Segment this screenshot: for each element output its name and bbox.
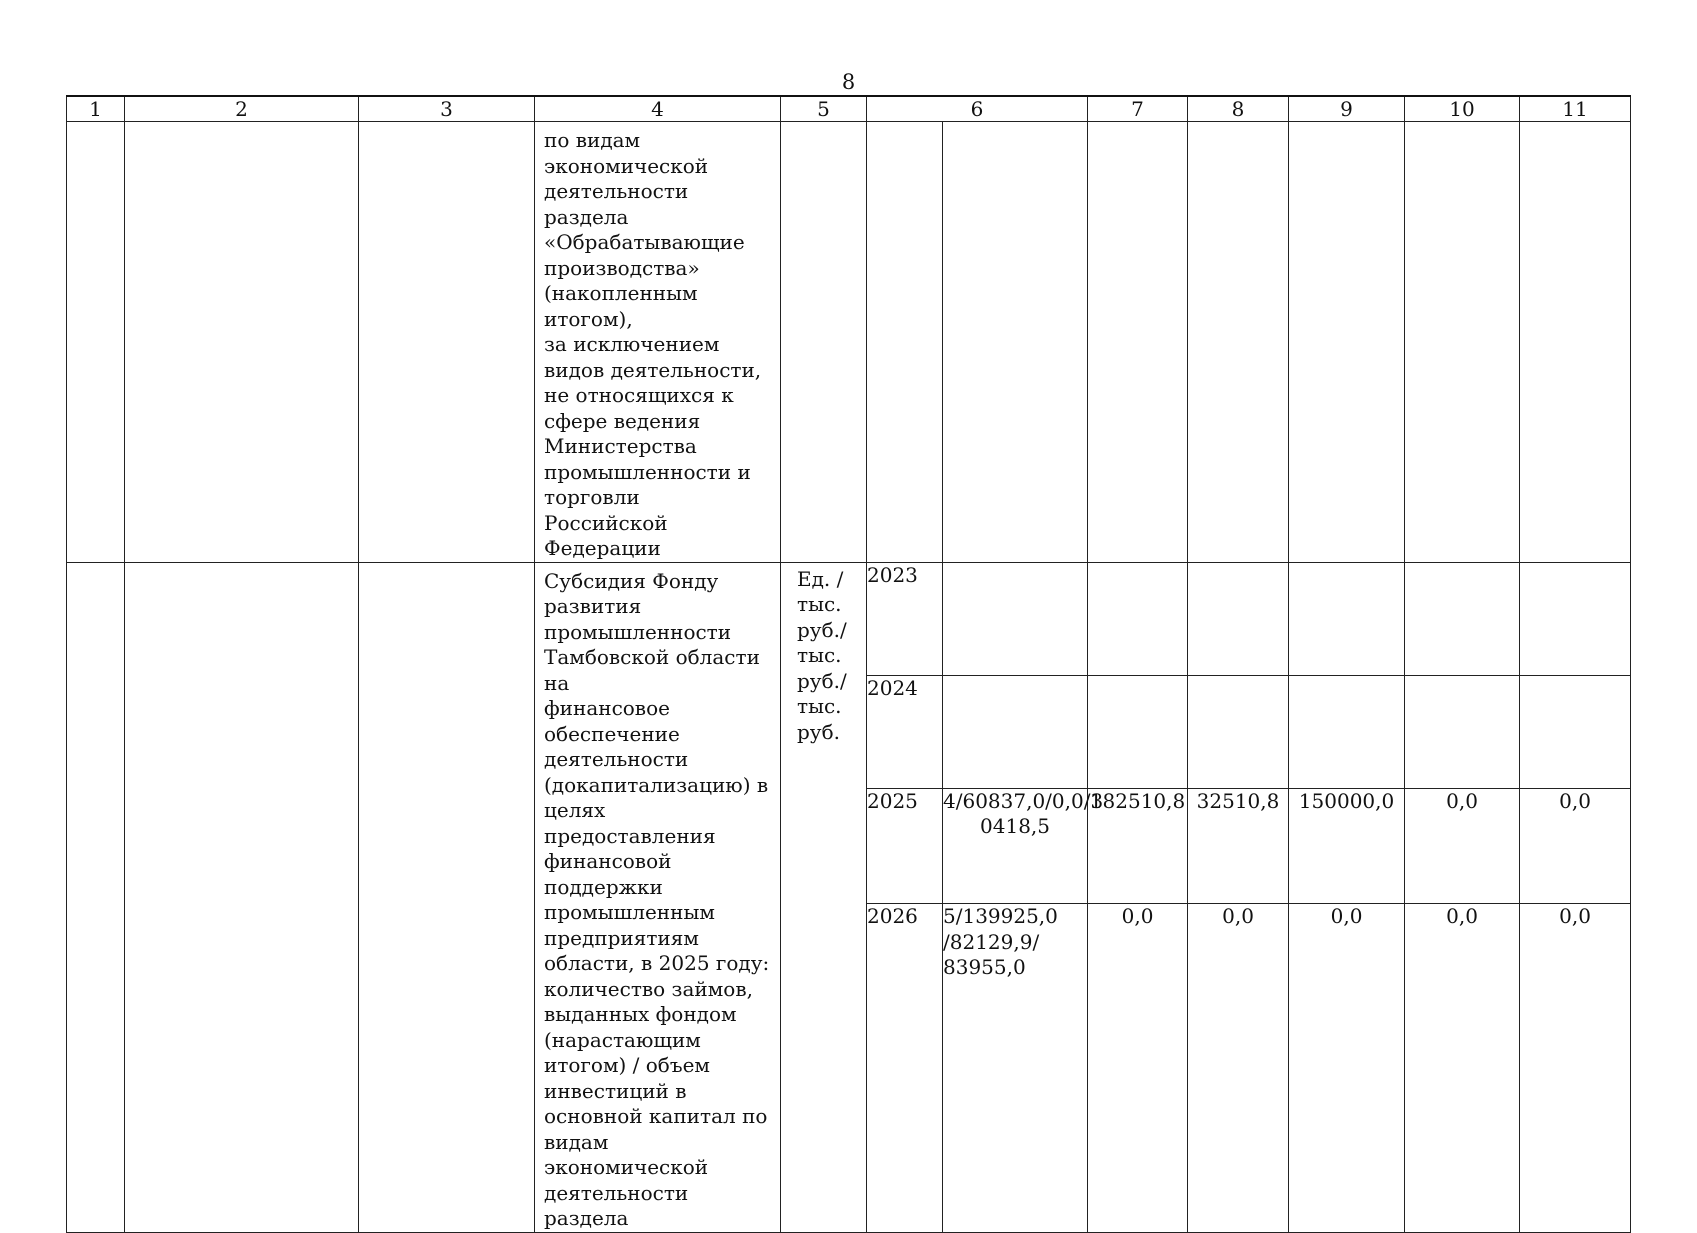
header-col-2: 2 [125,96,359,122]
year-cell: 2026 [867,904,943,1232]
indicator-description-text: по видам экономической деятельности раздела «Обрабатывающие производства» (накопленным итогом), за исключением видов деятельности, не относящихся к сфере ведения Министерства промышленности и торговли Российской Федерации [544,128,762,560]
value-col-11: 0,0 [1520,788,1631,903]
unit-cell [781,562,867,1232]
cell-col-6b [943,122,1088,563]
value-col-8: 0,0 [1188,904,1289,1232]
header-col-5: 5 [781,96,867,122]
program-table [66,95,1631,1233]
header-col-10: 10 [1405,96,1520,122]
header-col-9: 9 [1289,96,1405,122]
value-col-11: 0,0 [1520,904,1631,1232]
page-number: 8 [841,70,856,94]
value-col-8 [1188,675,1289,788]
header-row [67,96,1631,122]
header-col-7: 7 [1088,96,1188,122]
cell-col-2 [125,122,359,563]
indicator-value [943,675,1088,788]
cell-col-7 [1088,122,1188,563]
value-col-7: 0,0 [1088,904,1188,1232]
value-col-10 [1405,675,1520,788]
value-col-7 [1088,562,1188,675]
value-col-8 [1188,562,1289,675]
value-col-8: 32510,8 [1188,788,1289,903]
header-col-3: 3 [359,96,535,122]
cell-col-2 [125,562,359,1232]
cell-col-5 [781,122,867,563]
cell-col-10 [1405,122,1520,563]
cell-col-11 [1520,122,1631,563]
value-col-11 [1520,562,1631,675]
value-col-9 [1289,675,1405,788]
header-col-4: 4 [535,96,781,122]
indicator-description-continued [535,122,781,563]
value-col-7: 182510,8 [1088,788,1188,903]
header-col-1: 1 [67,96,125,122]
year-cell: 2024 [867,675,943,788]
indicator-value [943,562,1088,675]
cell-col-3 [359,562,535,1232]
value-col-10: 0,0 [1405,788,1520,903]
value-col-11 [1520,675,1631,788]
table-row-year [67,562,1631,675]
year-cell: 2025 [867,788,943,903]
indicator-value: 4/60837,0/0,0/3 0418,5 [943,788,1088,903]
subsidy-description [535,562,781,1232]
year-cell: 2023 [867,562,943,675]
indicator-value: 5/139925,0 /82129,9/ 83955,0 [943,904,1088,1232]
cell-col-9 [1289,122,1405,563]
subsidy-description-text: Субсидия Фонду развития промышленности Тамбовской области на финансовое обеспечение деятельности (докапитализацию) в целях предоставления финансовой поддержки промышленным предприятиям области, в 2025 году: количество займов, выданных фондом (нарастающим итогом) / объем инвестиций в основной капитал по видам экономической деятельности раздела [544,568,770,1230]
unit-text: Ед. / тыс. руб./ тыс. руб./ тыс. руб. [797,566,847,744]
cell-col-1 [67,122,125,563]
cell-col-6a [867,122,943,563]
value-col-9: 0,0 [1289,904,1405,1232]
cell-col-8 [1188,122,1289,563]
cell-col-3 [359,122,535,563]
header-col-6: 6 [867,96,1088,122]
value-col-9: 150000,0 [1289,788,1405,903]
value-col-9 [1289,562,1405,675]
cell-col-1 [67,562,125,1232]
value-col-7 [1088,675,1188,788]
table-row-continuation [67,122,1631,563]
header-col-11: 11 [1520,96,1631,122]
value-col-10 [1405,562,1520,675]
value-col-10: 0,0 [1405,904,1520,1232]
header-col-8: 8 [1188,96,1289,122]
